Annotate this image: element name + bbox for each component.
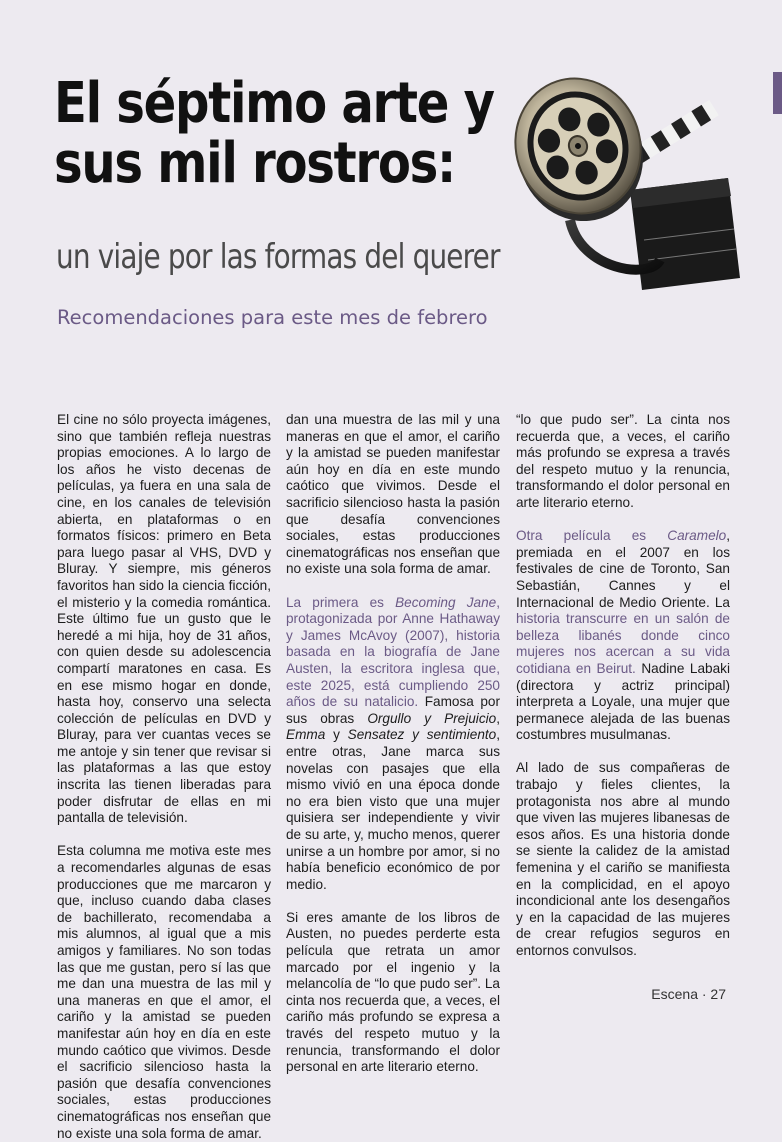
continued-text: “lo que pudo ser”. La cinta nos recuerda que, a veces, el cariño más profundo se expresa a través del respeto mutuo y la renuncia, transformando el dolor personal en arte literario eterno.	[516, 412, 730, 510]
body-paragraph-4-continued	[516, 412, 730, 512]
article-kicker: Recomendaciones para este mes de febrero	[57, 306, 488, 329]
body-paragraph-5	[516, 528, 730, 744]
film-title-caramelo: Caramelo	[667, 528, 727, 544]
body-text: ,	[496, 710, 500, 726]
accent-text: La primera es	[286, 594, 396, 610]
body-paragraph-2: Esta columna me motiva este mes a recomendarles algunas de esas producciones que me marcaron y que, incluso cuando daba clases de bachillerato, recomendaba a mis alumnos, al igual que a mis amigos y familiares. No son todas las que me gustan, pero sí las que me dan una muestra de las mil y una maneras en que el amor, el cariño y la amistad se pueden manifestar aún hoy en día en este mundo caótico que vivimos. Desde el sacrificio silencioso hasta la pasión que desafía convenciones sociales, estas producciones cinematográficas nos enseñan que no existe una sola forma de amar.	[57, 843, 271, 1141]
accent-text: historia transcurre en un salón de belleza libanés donde cinco mujeres nos acercan a su vida cotidiana en Beirut.	[516, 611, 730, 676]
film-title-becoming-jane: Becoming Jane	[395, 594, 497, 610]
article-column-1	[57, 412, 271, 1141]
clapperboard	[624, 100, 740, 290]
body-text: Nadine Labaki (directora y actriz principal) interpreta a Loyale, una mujer que permanece alejada de las buenas costumbres musulmanas.	[516, 660, 730, 743]
body-paragraph-4: Si eres amante de los libros de Austen, no puedes perderte esta película que retrata un amor marcado por el ingenio y la melancolía de “lo que pudo ser”. La cinta nos recuerda que, a veces, el cariño más profundo se expresa a través del respeto mutuo y la renuncia, transformando el dolor personal en arte literario eterno.	[286, 909, 500, 1075]
accent-text: Otra película es	[516, 528, 668, 544]
title-line-1: El séptimo arte y	[54, 71, 494, 136]
body-paragraph-3	[286, 595, 500, 894]
accent-text: , protagonizada por Anne Hathaway y James McAvoy (2007), historia basada en la biografía de Jane Austen, la escritora inglesa que, este 2025, está cumpliendo 250 años de su natalicio.	[286, 594, 500, 710]
article-subtitle: un viaje por las formas del querer	[56, 237, 500, 277]
book-title: Orgullo y Prejuicio	[367, 710, 497, 726]
body-text: , entre otras, Jane marca sus novelas con pasajes que ella mismo vivió en una época donde no era bien visto que una mujer quisiera ser independiente y vivir de su arte, y, mucho menos, querer unirse a un hombre por amor, si no había beneficio económico de por medio.	[286, 727, 500, 892]
book-title: Sensatez y sentimiento	[347, 727, 497, 743]
body-paragraph-6: Al lado de sus compañeras de trabajo y fieles clientes, la protagonista nos abre al mundo que viven las mujeres libanesas de esos años. Es una historia donde se siente la calidez de la amistad femenina y el cariño se manifiesta en la complicidad, en el apoyo incondicional ante los desengaños y en la capacidad de las mujeres de crear refugios seguros en entornos convulsos.	[516, 760, 730, 958]
page-folio: Escena · 27	[651, 986, 726, 1002]
article-title	[54, 71, 494, 196]
body-text: , premiada en el 2007 en los festivales de cine de Toronto, San Sebastián, Cannes y el Internacional de Medio Oriente. La	[516, 528, 730, 610]
body-paragraph-2-continued	[286, 412, 500, 578]
title-line-2: sus mil rostros:	[54, 131, 456, 196]
article-column-3	[516, 412, 730, 976]
article-column-2	[286, 412, 500, 1075]
body-paragraph-1: El cine no sólo proyecta imágenes, sino que también refleja nuestras propias emociones. A lo largo de los años he visto decenas de películas, ya fuera en una sala de cine, en los canales de televisión abierta, en plataformas o en formatos físicos: primero en Beta para luego pasar al VHS, DVD y Bluray. Y siempre, mis géneros favoritos han sido la ciencia ficción, el misterio y la comedia romántica. Este último fue un gusto que le heredé a mi hija, hoy de 31 años, con quien desde su adolescencia compartí maratones en casa. Es en ese mismo hogar en donde, hasta hoy, conservo una selecta colección de películas en DVD y Bluray, para ver cuantas veces se me antoje y sin tener que revisar si las plataformas a las que estoy inscrita las tienen liberadas para poder disfrutar de ellas en mi pantalla de televisión.	[57, 412, 271, 826]
body-text: Famosa por sus obras	[286, 694, 500, 726]
continued-text: dan una muestra de las mil y una maneras en que el amor, el cariño y la amistad se pueden manifestar aún hoy en día en este mundo caótico que vivimos. Desde el sacrificio silencioso hasta la pasión que desafía convenciones sociales, estas producciones cinematográficas nos enseñan que no existe una sola forma de amar.	[286, 412, 500, 577]
body-text: y	[325, 727, 348, 743]
film-reel-and-clapperboard-icon	[510, 70, 750, 280]
section-tab-marker	[773, 72, 782, 114]
book-title: Emma	[286, 727, 326, 743]
